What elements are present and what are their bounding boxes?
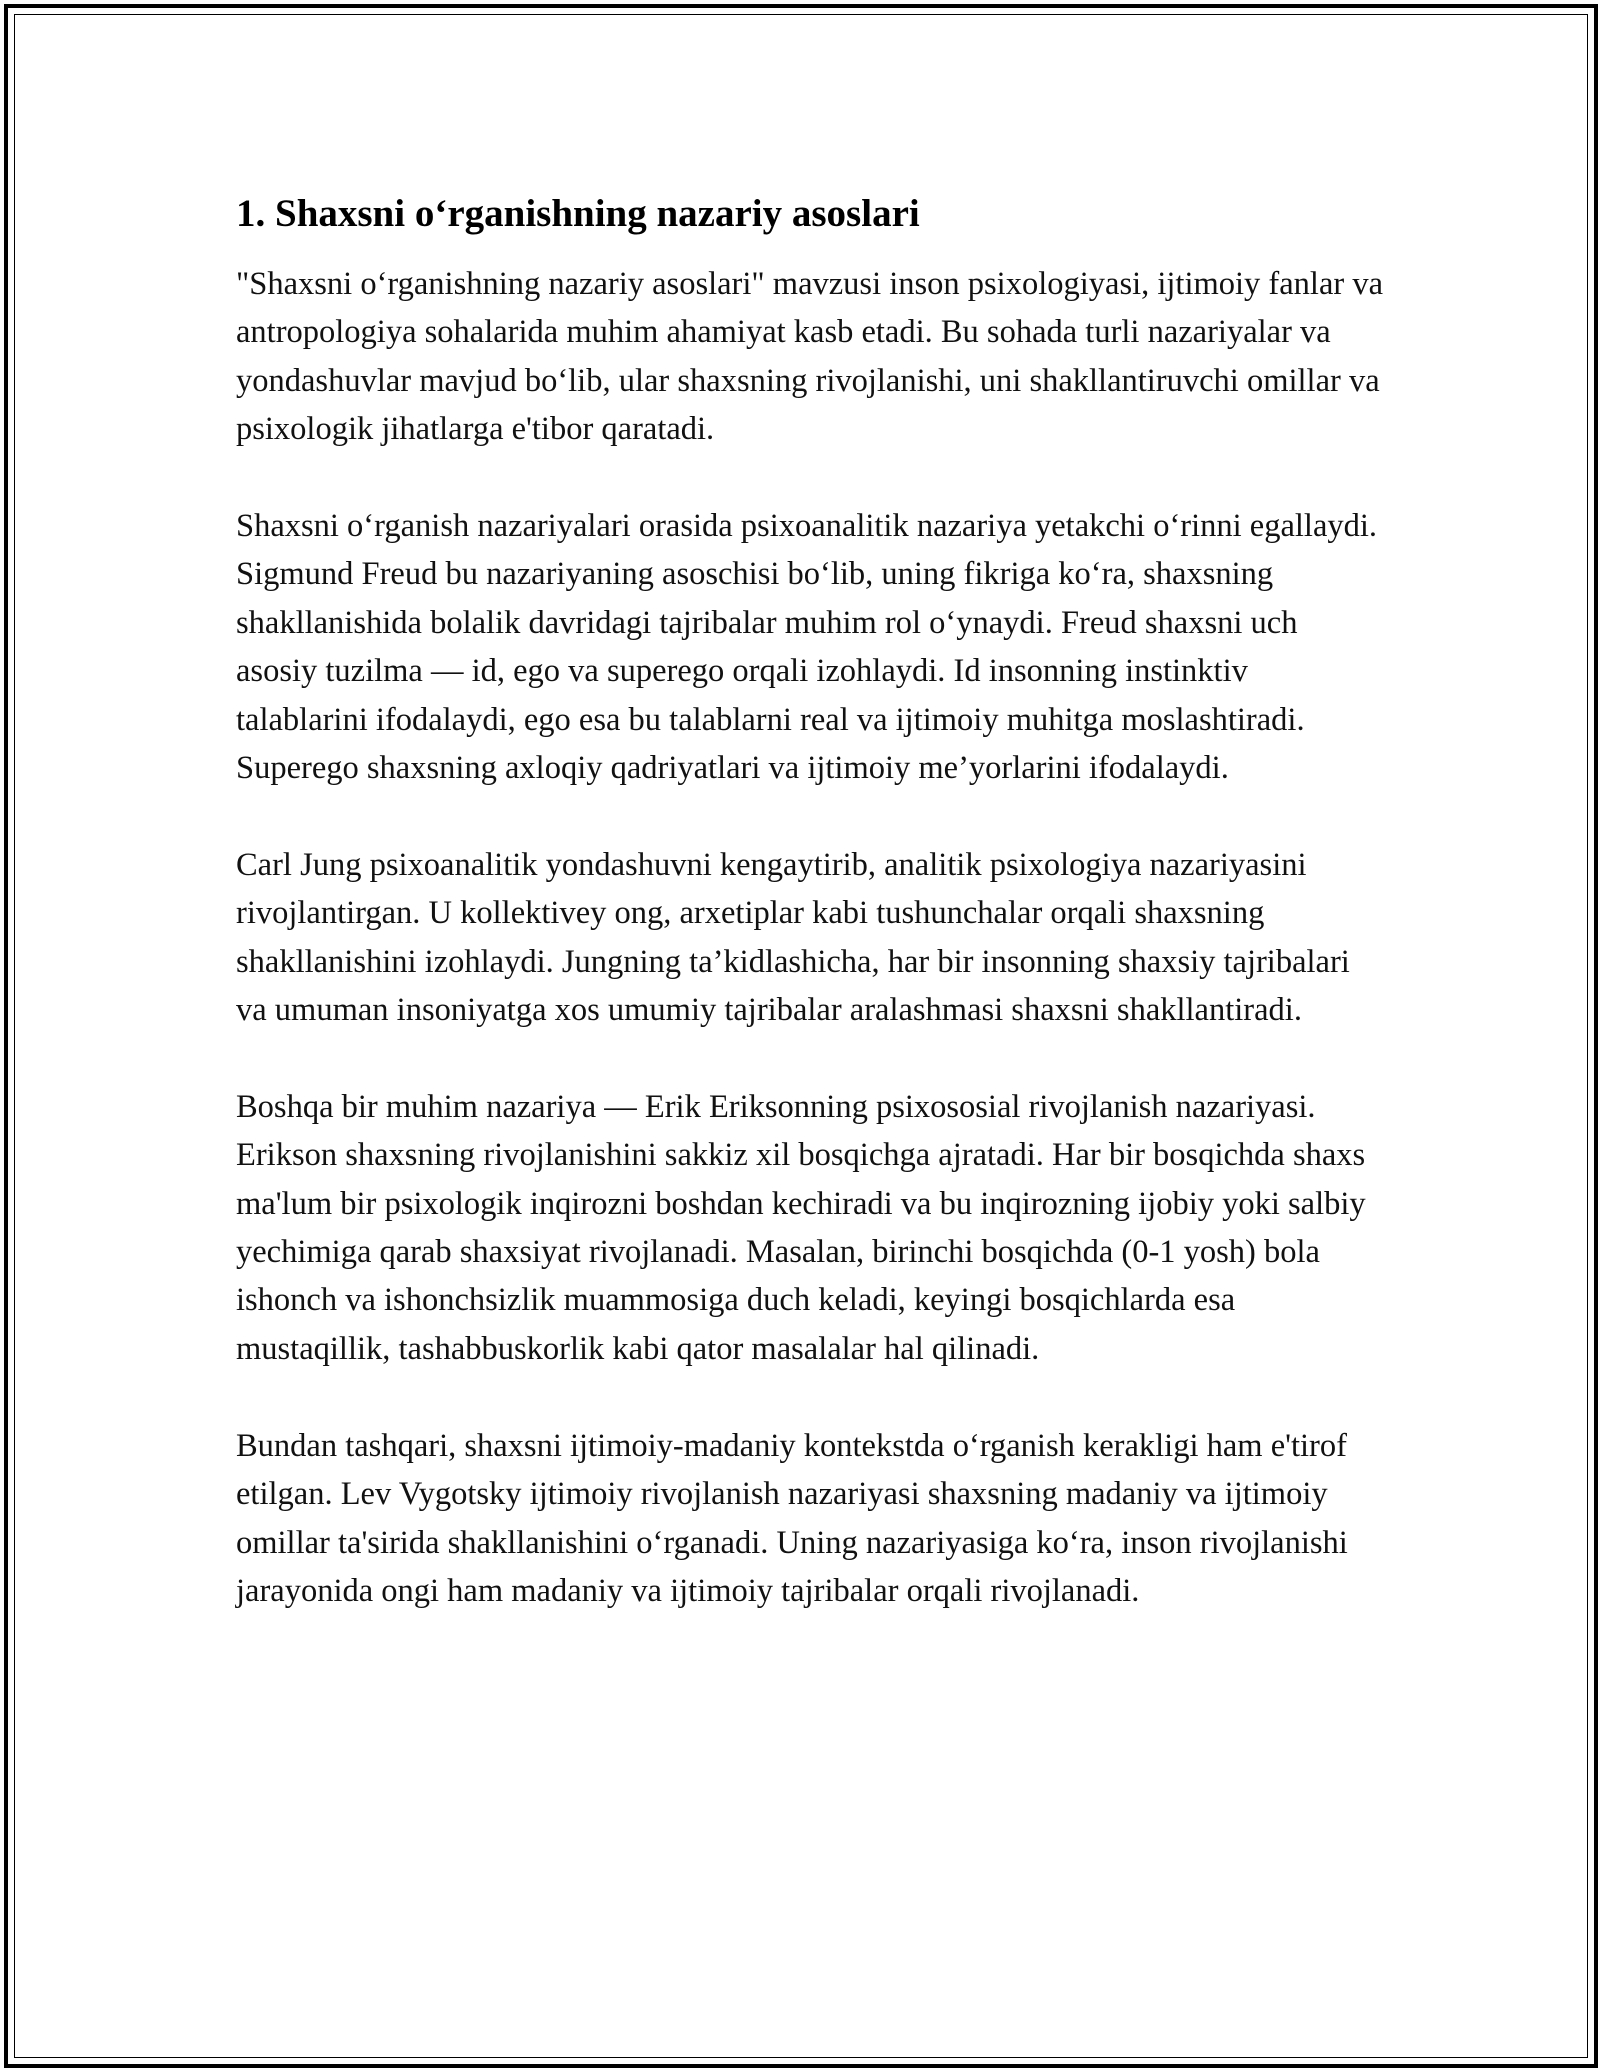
paragraph-vygotsky: Bundan tashqari, shaxsni ijtimoiy-madaniy kontekstda o‘rganish kerakligi ham e'tirof etilgan. Lev Vygotsky ijtimoiy rivojlanish nazariyasi shaxsning madaniy va ijtimoiy omillar ta'sirida shakllanishini o‘rganadi. Uning nazariyasiga ko‘ra, inson rivojlanishi jarayonida ongi ham madaniy va ijtimoiy tajribalar orqali rivojlanadi.: [236, 1427, 1348, 1609]
section-heading: 1. Shaxsni o‘rganishning nazariy asoslari: [236, 192, 920, 235]
paragraph-intro: "Shaxsni o‘rganishning nazariy asoslari" mavzusi inson psixologiyasi, ijtimoiy fanlar va antropologiya sohalarida muhim ahamiyat kasb etadi. Bu sohada turli nazariyalar va yondashuvlar mavjud bo‘lib, ular shaxsning rivojlanishi, uni shakllantiruvchi omillar va psixologik jihatlarga e'tibor qaratadi.: [236, 266, 1384, 448]
paragraph-freud: Shaxsni o‘rganish nazariyalari orasida psixoanalitik nazariya yetakchi o‘rinni egallaydi. Sigmund Freud bu nazariyaning asoschisi bo‘lib, uning fikriga ko‘ra, shaxsning shakllanishida bolalik davridagi tajribalar muhim rol o‘ynaydi. Freud shaxsni uch asosiy tuzilma — id, ego va superego orqali izohlaydi. Id insonning instinktiv talablarini ifodalaydi, ego esa bu talablarni real va ijtimoiy muhitga moslashtiradi. Superego shaxsning axloqiy qadriyatlari va ijtimoiy me’yorlarini ifodalaydi.: [236, 508, 1378, 787]
paragraph-jung: Carl Jung psixoanalitik yondashuvni kengaytirib, analitik psixologiya nazariyasini rivojlantirgan. U kollektivey ong, arxetiplar kabi tushunchalar orqali shaxsning shakllanishini izohlaydi. Jungning ta’kidlashicha, har bir insonning shaxsiy tajribalari va umuman insoniyatga xos umumiy tajribalar aralashmasi shaxsni shakllantiradi.: [236, 846, 1350, 1029]
document-body: [236, 186, 1386, 1664]
paragraph-erikson: Boshqa bir muhim nazariya — Erik Eriksonning psixososial rivojlanish nazariyasi. Erikson shaxsning rivojlanishini sakkiz xil bosqichga ajratadi. Har bir bosqichda shaxs ma'lum bir psixologik inqirozni boshdan kechiradi va bu inqirozning ijobiy yoki salbiy yechimiga qarab shaxsiyat rivojlanadi. Masalan, birinchi bosqichda (0-1 yosh) bola ishonch va ishonchsizlik muammosiga duch keladi, keyingi bosqichlarda esa mustaqillik, tashabbuskorlik kabi qator masalalar hal qilinadi.: [236, 1088, 1366, 1367]
